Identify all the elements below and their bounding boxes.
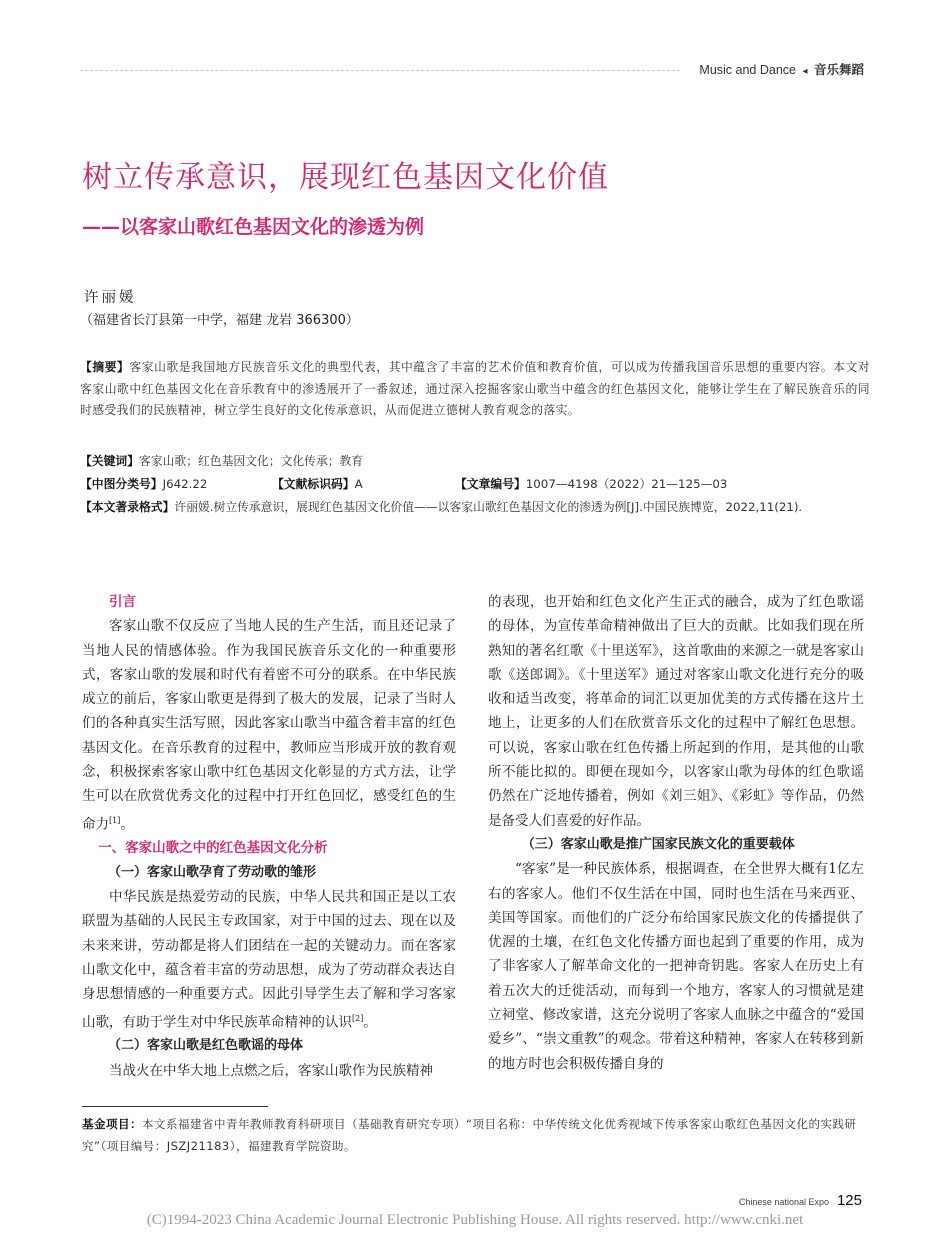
section-name-cn: 音乐舞蹈: [813, 62, 864, 77]
reference-1: [1]: [109, 815, 121, 825]
subsection-2-heading: （二）客家山歌是红色歌谣的母体: [108, 1038, 304, 1054]
article-subtitle: ——以客家山歌红色基因文化的渗透为例: [82, 216, 425, 238]
author-name: 许丽媛: [84, 290, 137, 306]
subsection-1-text: 中华民族是热爱劳动的民族，中华人民共和国正是以工农联盟为基础的人民民主专政国家，对于中国的过去、现在以及未来来讲，劳动都是将人们团结在一起的关键动力。而在客家山歌文化中，蕴含着丰富的劳动思想，成为了劳动群众表达自身思想情感的一种重要方式。因此引导学生去了解和学习客家山歌，有助于学生对中华民族革命精神的认识: [82, 889, 456, 1031]
triangle-left-icon: ◂: [802, 66, 808, 77]
keywords: [80, 451, 363, 473]
document-code-value: A: [354, 477, 363, 491]
abstract-text: 客家山歌是我国地方民族音乐文化的典型代表，其中蕴含了丰富的艺术价值和教育价值，可以成为传播我国音乐思想的重要内容。本文对客家山歌中红色基因文化在音乐教育中的渗透展开了一番叙述，通过深入挖掘客家山歌当中蕴含的红色基因文化，能够让学生在了解民族音乐的同时感受我们的民族精神，树立学生良好的文化传承意识，从而促进立德树人教育观念的落实。: [80, 360, 870, 417]
abstract-label: 【摘要】: [80, 360, 130, 374]
right-column: [488, 590, 864, 1076]
funding-footnote: [82, 1114, 872, 1157]
running-header: [699, 60, 864, 78]
left-column: [82, 590, 456, 1083]
subsection-2-paragraph: 当战火在中华大地上点燃之后，客家山歌作为民族精神: [109, 1062, 433, 1079]
intro-text: 客家山歌不仅反应了当地人民的生产生活，而且还记录了当地人民的情感体验。作为我国民族音乐文化的一种重要形式，客家山歌的发展和时代有着密不可分的联系。在中华民族成立的前后，客家山歌更是得到了极大的发展，记录了当时人们的各种真实生活写照，因此客家山歌当中蕴含着丰富的红色基因文化。在音乐教育的过程中，教师应当形成开放的教育观念，积极探索客家山歌中红色基因文化彰显的方式方法，让学生可以在欣赏优秀文化的过程中打开红色回忆，感受红色的生命力: [82, 618, 456, 833]
reference-2: [2]: [352, 1013, 364, 1023]
classification-value: J642.22: [162, 477, 208, 491]
document-code: [272, 474, 363, 496]
header-rule: [80, 70, 680, 71]
subsection-3-paragraph: “客家”是一种民族体系，根据调查，在全世界大概有1亿左右的客家人。他们不仅生活在中国，同时也生活在马来西亚、美国等国家。而他们的广泛分布给国家民族文化的传播提供了优渥的土壤，在红色文化传播方面也起到了重要的作用，成为了非客家人了解革命文化的一把神奇钥匙。客家人在历史上有着五次大的迁徙活动，而每到一个地方，客家人的习惯就是建立祠堂、修改家谱，这充分说明了客家人血脉之中蕴含的“爱国爱乡”、“崇文重教”的观念。带着这种精神，客家人在转移到新的地方时也会积极传播自身的: [488, 861, 864, 1072]
page-footer: [739, 1190, 862, 1209]
page-number: 125: [836, 1192, 862, 1209]
footnote-rule: [82, 1106, 268, 1107]
classification-number: [80, 474, 207, 496]
intro-paragraph: [82, 614, 456, 836]
subsection-1-heading: （一）客家山歌孕育了劳动歌的雏形: [108, 864, 317, 880]
document-code-label: 【文献标识码】: [272, 477, 355, 491]
classification-label: 【中图分类号】: [80, 477, 163, 491]
citation-text: 许丽媛.树立传承意识，展现红色基因文化价值——以客家山歌红色基因文化的渗透为例[J].中国民族博览，2022,11(21).: [174, 500, 803, 514]
copyright-watermark: (C)1994-2023 China Academic Journal Electronic Publishing House. All rights reserved. http://www.cnki.net: [146, 1212, 804, 1228]
citation-label: 【本文著录格式】: [80, 500, 175, 514]
abstract: [80, 357, 870, 422]
article-number-value: 1007—4198（2022）21—125—03: [525, 477, 728, 491]
article-number-label: 【文章编号】: [455, 477, 526, 491]
intro-heading: 引言: [109, 594, 136, 610]
article-title: 树立传承意识，展现红色基因文化价值: [82, 160, 609, 195]
magazine-name: Chinese national Expo: [738, 1197, 829, 1207]
intro-end: 。: [120, 816, 134, 833]
keywords-text: 客家山歌；红色基因文化；文化传承；教育: [139, 454, 364, 468]
article-number: [455, 474, 727, 496]
section-name-en: Music and Dance: [699, 63, 796, 77]
subsection-1-end: 。: [363, 1014, 377, 1031]
citation-format: [80, 497, 870, 519]
funding-text: 本文系福建省中青年教师教育科研项目（基础教育研究专项）“项目名称：中华传统文化优秀视域下传承客家山歌红色基因文化的实践研究”（项目编号：JSZJ21183），福建教育学院资助。: [82, 1117, 857, 1153]
keywords-label: 【关键词】: [80, 454, 139, 468]
author-affiliation: （福建省长汀县第一中学，福建 龙岩 366300）: [80, 313, 359, 328]
continued-paragraph: 的表现，也开始和红色文化产生正式的融合，成为了红色歌谣的母体，为宣传革命精神做出了巨大的贡献。比如我们现在所熟知的著名红歌《十里送军》，这首歌曲的来源之一就是客家山歌《送郎调》。《十里送军》通过对客家山歌文化进行充分的吸收和适当改变，将革命的词汇以更加优美的方式传播在这片土地上，让更多的人们在欣赏音乐文化的过程中了解红色思想。可以说，客家山歌在红色传播上所起到的作用，是其他的山歌所不能比拟的。即便在现如今，以客家山歌为母体的红色歌谣仍然在广泛地传播着，例如《刘三姐》、《彩虹》等作品，仍然是备受人们喜爱的好作品。: [488, 594, 864, 829]
subsection-3-heading: （三）客家山歌是推广国家民族文化的重要载体: [521, 836, 795, 852]
funding-label: 基金项目：: [82, 1117, 142, 1131]
section-1-heading: 一、客家山歌之中的红色基因文化分析: [98, 840, 328, 857]
subsection-1-paragraph: [82, 885, 456, 1034]
